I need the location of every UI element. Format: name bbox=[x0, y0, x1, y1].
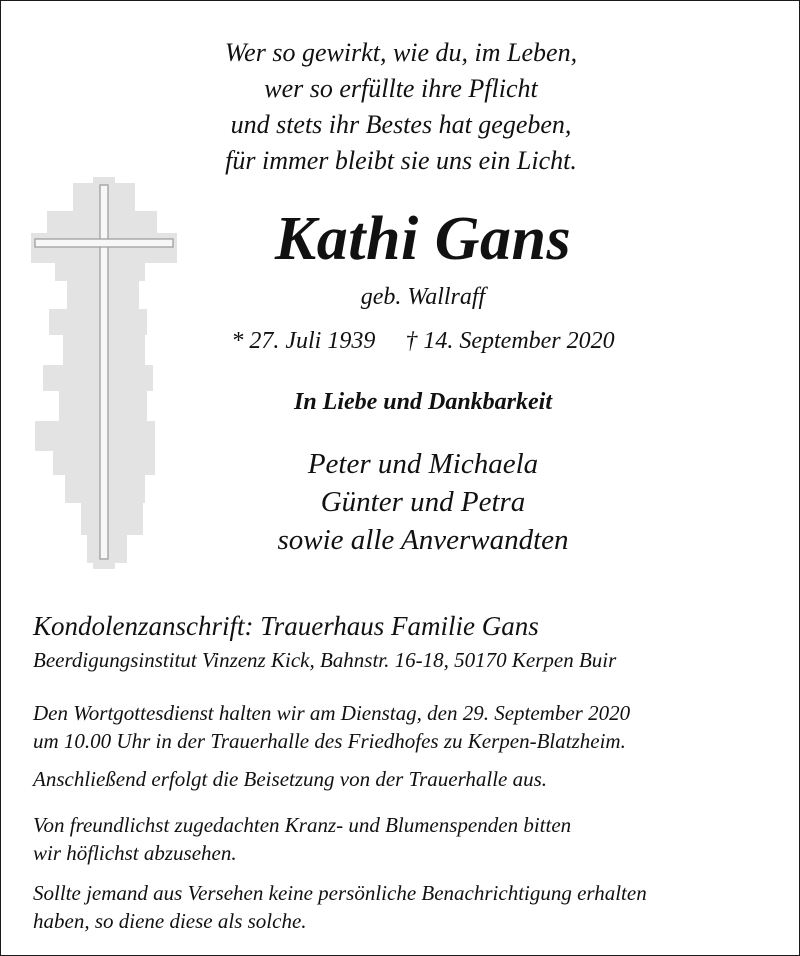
service-info-paragraph bbox=[33, 699, 630, 755]
paragraph-line: wir höflichst abzusehen. bbox=[33, 841, 237, 865]
flowers-info-paragraph bbox=[33, 811, 571, 867]
burial-info-paragraph bbox=[33, 765, 547, 793]
birth-date: * 27. Juli 1939 bbox=[231, 328, 376, 354]
poem-line: Wer so gewirkt, wie du, im Leben, bbox=[224, 38, 578, 67]
paragraph-line: Von freundlichst zugedachten Kranz- und Blumenspenden bitten bbox=[33, 813, 572, 837]
deceased-name: Kathi Gans bbox=[274, 205, 572, 273]
mourners-list bbox=[1, 445, 800, 559]
condolence-address: Beerdigungsinstitut Vinzenz Kick, Bahnstr. 16-18, 50170 Kerpen Buir bbox=[33, 648, 617, 672]
mourner-line: Günter und Petra bbox=[320, 486, 526, 518]
paragraph-line: um 10.00 Uhr in der Trauerhalle des Friedhofes zu Kerpen-Blatzheim. bbox=[33, 729, 626, 753]
life-dates bbox=[1, 323, 800, 359]
mourner-line: Peter und Michaela bbox=[307, 448, 539, 480]
notification-info-paragraph bbox=[33, 879, 647, 935]
memorial-poem bbox=[1, 35, 800, 179]
death-date: † 14. September 2020 bbox=[405, 328, 615, 354]
paragraph-line: Sollte jemand aus Versehen keine persönliche Benachrichtigung erhalten bbox=[33, 881, 647, 905]
poem-line: und stets ihr Bestes hat gegeben, bbox=[230, 110, 572, 139]
condolence-title: Kondolenzanschrift: Trauerhaus Familie Gans bbox=[33, 611, 539, 641]
paragraph-line: Den Wortgottesdienst halten wir am Dienstag, den 29. September 2020 bbox=[33, 701, 631, 725]
paragraph-line: haben, so diene diese als solche. bbox=[33, 909, 307, 933]
paragraph-line: Anschließend erfolgt die Beisetzung von der Trauerhalle aus. bbox=[33, 767, 548, 791]
maiden-name: geb. Wallraff bbox=[360, 284, 486, 310]
poem-line: wer so erfüllte ihre Pflicht bbox=[264, 74, 538, 103]
poem-line: für immer bleibt sie uns ein Licht. bbox=[225, 146, 577, 175]
dedication: In Liebe und Dankbarkeit bbox=[293, 389, 553, 415]
mourner-line: sowie alle Anverwandten bbox=[277, 524, 569, 556]
